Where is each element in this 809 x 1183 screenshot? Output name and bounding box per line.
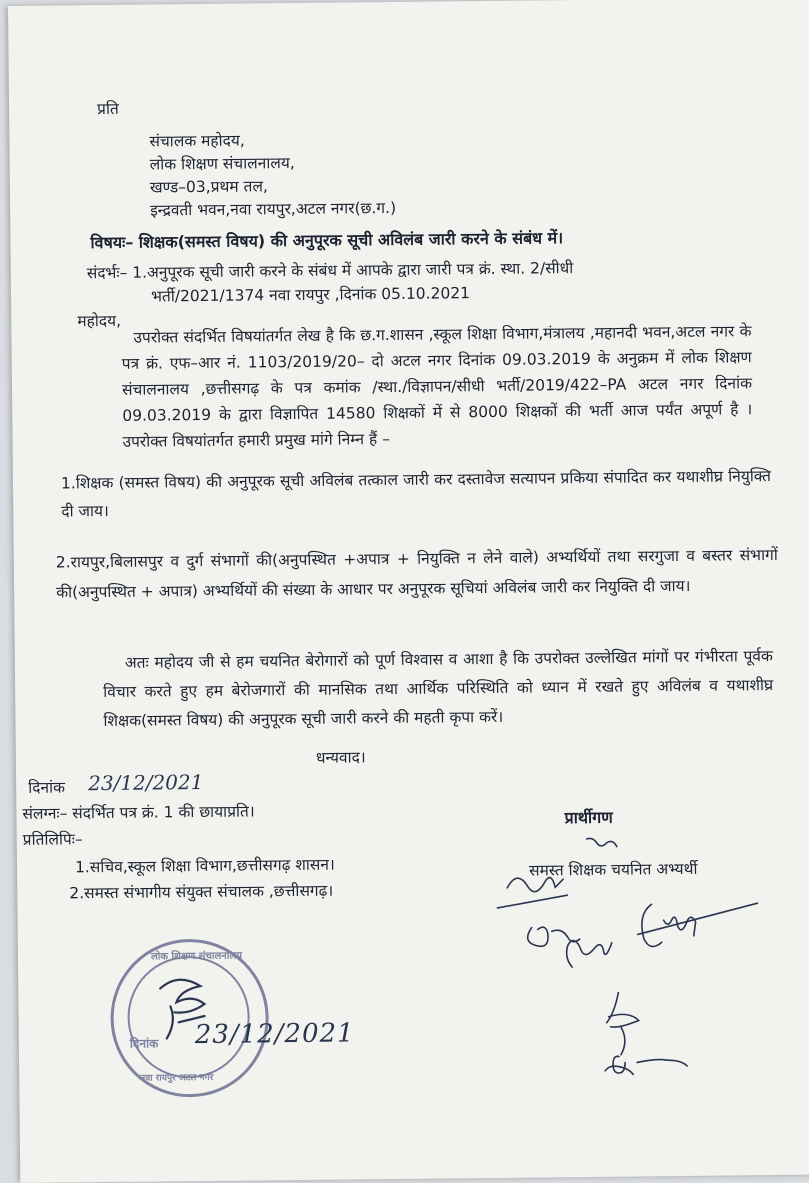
- petitioners-label: प्रार्थीगण: [564, 807, 613, 828]
- thanks: धन्यवाद।: [315, 748, 366, 767]
- closing-paragraph: अतः महोदय जी से हम चयनित बेरोगारों को पूर्ण विश्वास व आशा है कि उपरोक्त उल्लेखित मांगों पर गंभीरता पूर्वक विचार करते हुए हम बेरोजगारों की मानसिक तथा आर्थिक परिस्थिति को ध्यान में रखते हुए अविलंब व यथाशीघ्र शिक्षक(समस्त विषय) की अनुपूरक सूची जारी करने की महती कृपा करें।: [103, 647, 774, 731]
- address-line-3: खण्ड–03,प्रथम तल,: [149, 177, 268, 197]
- enclosure-line: संलग्नः– संदर्भित पत्र क्रं. 1 की छायाप्रति।: [22, 802, 255, 823]
- petitioners-text: समस्त शिक्षक चयनित अभ्यर्थी: [528, 859, 698, 880]
- stamp-handwritten-date: 23/12/2021: [194, 1018, 355, 1051]
- signatures-image: [487, 833, 790, 1096]
- reference-line-2: भर्ती/2021/1374 नवा रायपुर ,दिनांक 05.10.2021: [150, 284, 471, 306]
- body-paragraph: उपरोक्त संदर्भित विषयांतर्गत लेख है कि छ.ग.शासन ,स्कूल शिक्षा विभाग,मंत्रालय ,महानदी भवन,अटल नगर के पत्र क्रं. एफ–आर नं. 1103/2019/20– दो अटल नगर दिनांक 09.03.2019 के अनुक्रम में लोक शिक्षण संचालनालय ,छत्तीसगढ़ के पत्र कमांक /स्था./विज्ञापन/सीधी भर्ती/2019/422–PA अटल नगर दिनांक 09.03.2019 के द्वारा विज्ञापित 14580 शिक्षकों में से 8000 शिक्षकों की भर्ती आज पर्यंत अपूर्ण है । उपरोक्त विषयांतर्गत हमारी प्रमुख मांगे निम्न हैं –: [121, 322, 753, 451]
- to-label: प्रति: [96, 99, 119, 119]
- salutation: महोदय,: [77, 311, 122, 331]
- address-line-1: संचालक महोदय,: [149, 131, 245, 151]
- stamp-ring-text-bottom: नवा रायपुर अटल नगर: [140, 1072, 214, 1084]
- stamp-ring-text-top: लोक शिक्षण संचालनालय: [150, 950, 243, 963]
- demand-2: 2.रायपुर,बिलासपुर व दुर्ग संभागों की(अनुपस्थित +अपात्र + नियुक्ति न लेने वाले) अभ्यर्थियों तथा सरगुजा व बस्तर संभागों की(अनुपस्थित + अपात्र) अभ्यर्थियों की संख्या के आधार पर अनुपूरक सूचियां अविलंब जारी कर नियुक्ति दी जाय।: [55, 545, 778, 602]
- subject-line: विषयः– शिक्षक(समस्त विषय) की अनुपूरक सूची अविलंब जारी करने के संबंध में।: [90, 228, 564, 253]
- reference-line-1: संदर्भः– 1.अनुपूरक सूची जारी करने के संबंध में आपके द्वारा जारी पत्र क्रं. स्था. 2/सीधी: [86, 259, 574, 283]
- copy-item-1: 1.सचिव,स्कूल शिक्षा विभाग,छत्तीसगढ़ शासन।: [74, 855, 335, 877]
- letter-page: [8, 0, 809, 1183]
- demand-1: 1.शिक्षक (समस्त विषय) की अनुपूरक सूची अविलंब तत्काल जारी कर दस्तावेज सत्यापन प्रकिया संपादित कर यथाशीघ्र नियुक्ति दी जाय।: [60, 467, 772, 521]
- stamp-date-label: दिनांक: [129, 1036, 159, 1051]
- handwritten-date: 23/12/2021: [88, 769, 204, 796]
- address-line-4: इन्द्रवती भवन,नवा रायपुर,अटल नगर(छ.ग.): [150, 198, 397, 220]
- copy-item-2: 2.समस्त संभागीय संयुक्त संचालक ,छत्तीसगढ़।: [69, 881, 334, 903]
- copy-label: प्रतिलिपिः–: [22, 830, 83, 849]
- date-label: दिनांक: [28, 778, 66, 797]
- address-line-2: लोक शिक्षण संचालनालय,: [149, 154, 295, 174]
